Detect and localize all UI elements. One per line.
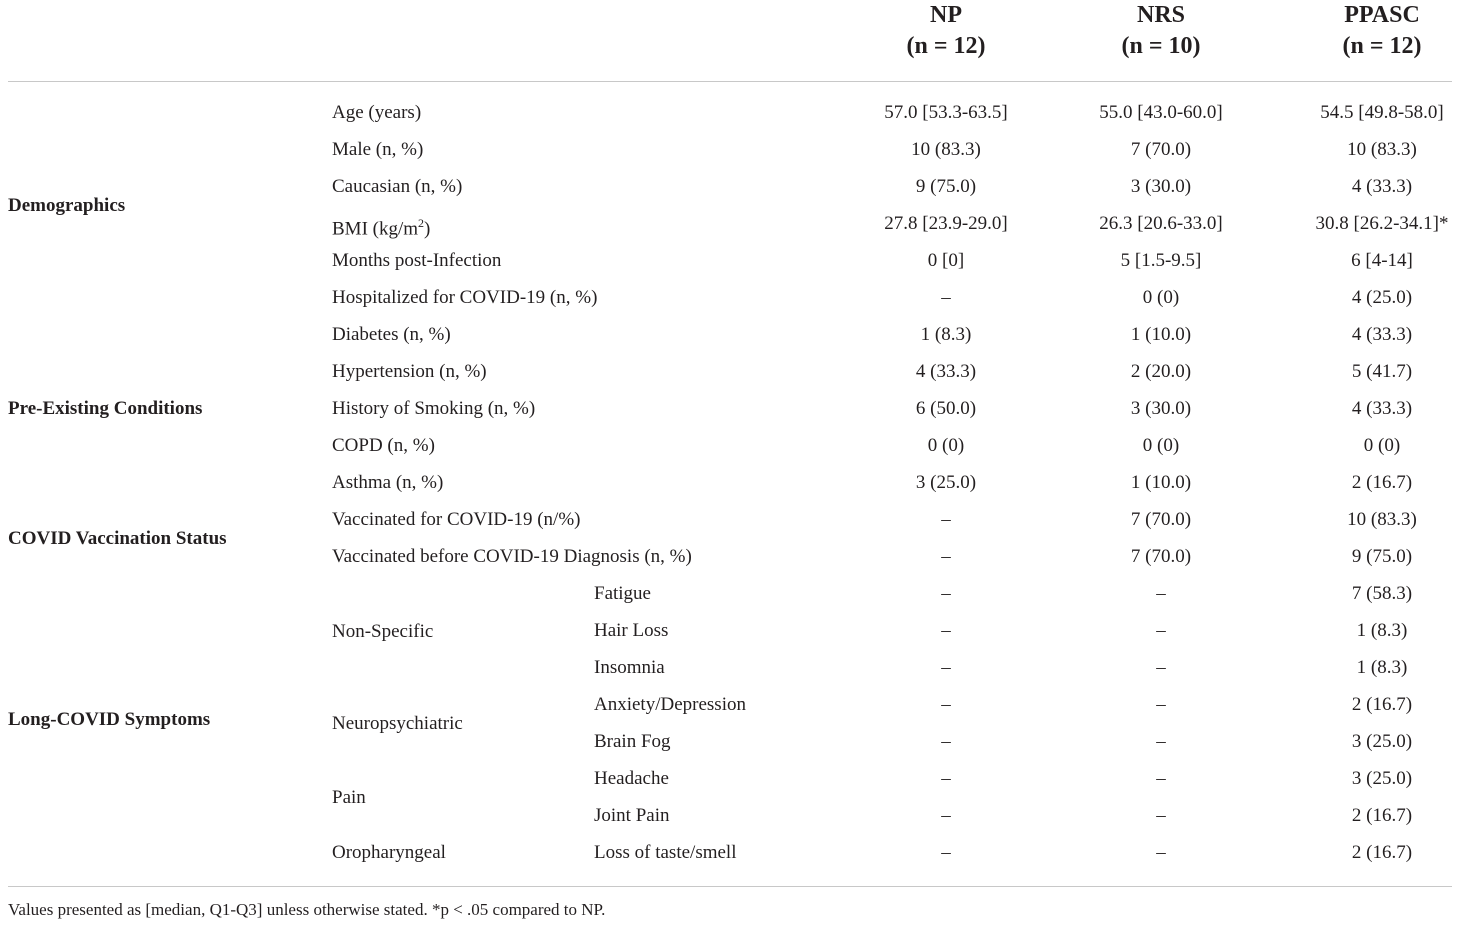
category-vaccination: COVID Vaccination Status [8, 528, 227, 549]
header-np-name: NP [930, 2, 962, 28]
cell-nrs: – [1156, 768, 1166, 789]
cell-nrs: – [1156, 805, 1166, 826]
header-nrs [1091, 0, 1231, 62]
row-label: Diabetes (n, %) [332, 324, 451, 345]
cell-ppasc: 9 (75.0) [1351, 546, 1413, 567]
symptom-label: Joint Pain [594, 805, 670, 826]
symptom-label: Insomnia [594, 657, 665, 678]
header-np-n: (n = 12) [906, 33, 986, 59]
cell-np: 10 (83.3) [911, 139, 981, 160]
table-row [0, 131, 1460, 168]
bmi-label-end: ) [424, 218, 431, 240]
cell-nrs: 7 (70.0) [1130, 546, 1192, 567]
symptom-label: Hair Loss [594, 620, 669, 641]
cell-ppasc: 6 [4-14] [1351, 250, 1413, 271]
row-label: Months post-Infection [332, 250, 502, 271]
table-row [0, 538, 1460, 575]
cell-nrs: 1 (10.0) [1130, 472, 1192, 493]
group-neuropsychiatric: Neuropsychiatric [332, 713, 463, 734]
row-label: Vaccinated for COVID-19 (n/%) [332, 509, 581, 530]
cell-nrs: – [1156, 694, 1166, 715]
row-label: Oropharyngeal [332, 842, 446, 863]
cell-np: – [941, 805, 951, 826]
cell-nrs: 5 [1.5-9.5] [1120, 250, 1202, 271]
table-row [0, 760, 1460, 797]
header-ppasc-n: (n = 12) [1342, 33, 1422, 59]
cell-ppasc: 4 (33.3) [1351, 176, 1413, 197]
cell-nrs: – [1156, 731, 1166, 752]
row-label: Hypertension (n, %) [332, 361, 487, 382]
category-demographics: Demographics [8, 195, 126, 216]
bmi-label: BMI (kg/m [332, 218, 419, 240]
group-pain: Pain [332, 787, 366, 808]
cell-np: – [941, 287, 951, 308]
cell-np: – [941, 842, 951, 863]
cell-ppasc: 1 (8.3) [1356, 620, 1408, 641]
cell-ppasc: 2 (16.7) [1351, 842, 1413, 863]
symptom-label: Headache [594, 768, 669, 789]
table-row [0, 834, 1460, 871]
cell-ppasc: 3 (25.0) [1351, 768, 1413, 789]
cell-ppasc: 4 (33.3) [1351, 324, 1413, 345]
row-label: Asthma (n, %) [332, 472, 444, 493]
cell-np: 0 [0] [927, 250, 965, 271]
symptom-label: Loss of taste/smell [594, 842, 737, 863]
table-row [0, 316, 1460, 353]
cell-np: 3 (25.0) [915, 472, 977, 493]
bmi-superscript: 2 [418, 216, 425, 230]
cell-np: – [941, 583, 951, 604]
cell-ppasc: 10 (83.3) [1347, 509, 1417, 530]
cell-ppasc: 2 (16.7) [1351, 694, 1413, 715]
row-label: Hospitalized for COVID-19 (n, %) [332, 287, 598, 308]
table-footnote: Values presented as [median, Q1-Q3] unless otherwise stated. *p < .05 compared to NP. [8, 900, 606, 919]
table-row [0, 94, 1460, 131]
cell-nrs: – [1156, 842, 1166, 863]
cell-np: 4 (33.3) [915, 361, 977, 382]
cell-np: 6 (50.0) [915, 398, 977, 419]
symptom-label: Fatigue [594, 583, 651, 604]
cell-np: 0 (0) [927, 435, 965, 456]
row-label: Caucasian (n, %) [332, 176, 463, 197]
cell-ppasc: 4 (25.0) [1351, 287, 1413, 308]
table-row [0, 686, 1460, 723]
cell-nrs: 3 (30.0) [1130, 398, 1192, 419]
cell-np: – [941, 657, 951, 678]
cell-np: – [941, 694, 951, 715]
cell-nrs: 0 (0) [1142, 435, 1180, 456]
cell-ppasc: 10 (83.3) [1347, 139, 1417, 160]
row-label: History of Smoking (n, %) [332, 398, 536, 419]
cell-np: – [941, 731, 951, 752]
header-nrs-n: (n = 10) [1121, 33, 1201, 59]
cell-ppasc: 54.5 [49.8-58.0] [1320, 102, 1444, 123]
cell-ppasc: 0 (0) [1363, 435, 1401, 456]
cell-nrs: 1 (10.0) [1130, 324, 1192, 345]
cell-ppasc: 2 (16.7) [1351, 805, 1413, 826]
row-label: Male (n, %) [332, 139, 424, 160]
table-row [0, 649, 1460, 686]
table-row [0, 575, 1460, 612]
cell-np: – [941, 768, 951, 789]
header-nrs-name: NRS [1136, 2, 1185, 28]
cell-ppasc: 4 (33.3) [1351, 398, 1413, 419]
cell-nrs: 7 (70.0) [1130, 139, 1192, 160]
header-ppasc-name: PPASC [1344, 2, 1420, 28]
cell-np: – [941, 546, 951, 567]
cell-ppasc: 5 (41.7) [1351, 361, 1413, 382]
header-np [876, 0, 1016, 62]
cell-nrs: – [1156, 583, 1166, 604]
cell-np: 1 (8.3) [920, 324, 972, 345]
row-label [332, 205, 430, 247]
row-label: COPD (n, %) [332, 435, 435, 456]
table-row [0, 353, 1460, 390]
table-row [0, 797, 1460, 834]
cell-nrs: 2 (20.0) [1130, 361, 1192, 382]
header-rule [8, 81, 1452, 82]
cell-nrs: 7 (70.0) [1130, 509, 1192, 530]
category-pre-existing: Pre-Existing Conditions [8, 398, 203, 419]
symptom-label: Anxiety/Depression [594, 694, 746, 715]
group-non-specific: Non-Specific [332, 621, 434, 642]
row-label: Age (years) [332, 102, 422, 123]
cell-nrs: 55.0 [43.0-60.0] [1099, 102, 1223, 123]
category-long-covid: Long-COVID Symptoms [8, 709, 211, 730]
cell-ppasc: 1 (8.3) [1356, 657, 1408, 678]
table-row [0, 168, 1460, 205]
cell-np: 57.0 [53.3-63.5] [884, 102, 1008, 123]
table-row [0, 390, 1460, 427]
symptom-label: Brain Fog [594, 731, 671, 752]
cell-ppasc: 7 (58.3) [1351, 583, 1413, 604]
cell-nrs: – [1156, 620, 1166, 641]
cell-nrs: 26.3 [20.6-33.0] [1099, 213, 1223, 234]
table-row [0, 205, 1460, 242]
cell-np: – [941, 620, 951, 641]
cell-ppasc: 3 (25.0) [1351, 731, 1413, 752]
cell-np: – [941, 509, 951, 530]
cell-np: 9 (75.0) [915, 176, 977, 197]
cell-nrs: – [1156, 657, 1166, 678]
table-row [0, 242, 1460, 279]
table-row [0, 464, 1460, 501]
footer-rule [8, 886, 1452, 887]
table-row [0, 427, 1460, 464]
cell-ppasc: 30.8 [26.2-34.1]* [1315, 213, 1449, 234]
cell-ppasc: 2 (16.7) [1351, 472, 1413, 493]
row-label: Vaccinated before COVID-19 Diagnosis (n, %) [332, 546, 692, 567]
table-row [0, 279, 1460, 316]
header-ppasc [1312, 0, 1452, 62]
table-row [0, 612, 1460, 649]
cell-nrs: 0 (0) [1142, 287, 1180, 308]
table-row [0, 723, 1460, 760]
table-row [0, 501, 1460, 538]
cell-nrs: 3 (30.0) [1130, 176, 1192, 197]
cell-np: 27.8 [23.9-29.0] [884, 213, 1008, 234]
